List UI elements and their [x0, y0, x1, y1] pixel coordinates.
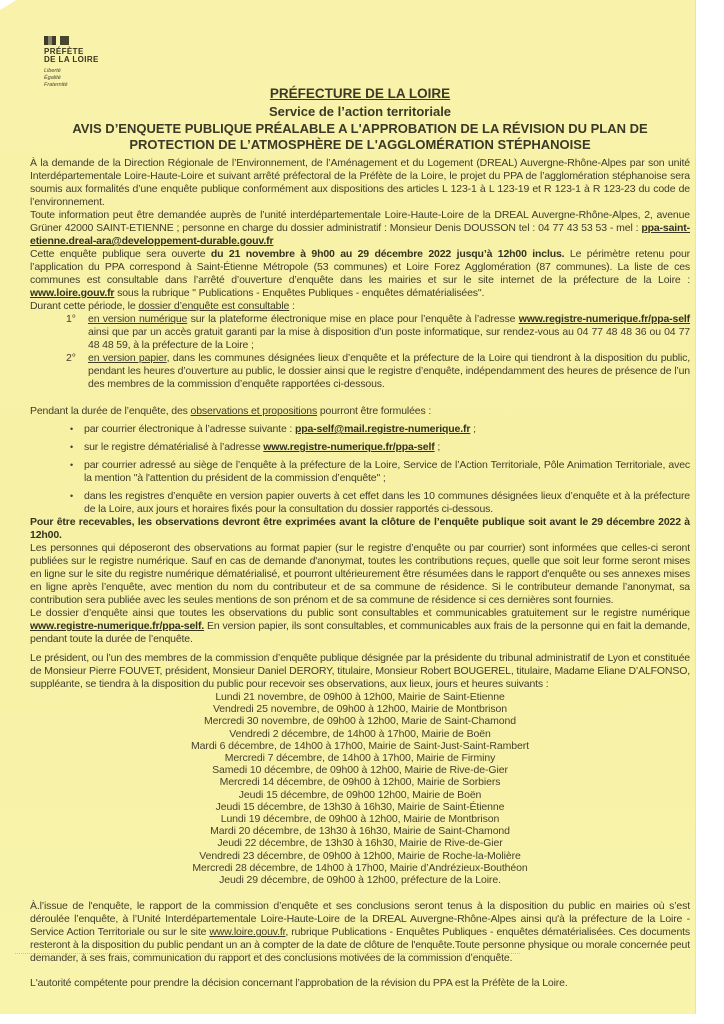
- bullet-item-2-text: sur le registre dématérialisé à l’adresse www.registre-numerique.fr/ppa-self ;: [84, 441, 441, 453]
- schedule-line: Jeudi 22 décembre, de 13h30 à 16h30, Mairie de Rive-de-Gier: [217, 837, 503, 850]
- paragraph-dossier: Le dossier d’enquête ainsi que toutes les observations du public sont consultables et communicables gratuitement sur le registre numérique www.registre-numerique.fr/ppa-self. En version papier, ils sont consultables, et communicables aux frais de la personne qui en fait la demande, pendant toute la durée de l’enquête.: [30, 607, 690, 645]
- motto-fraternite: Fraternité: [44, 82, 68, 88]
- numbered-item-1-text: en version numérique sur la plateforme électronique mise en place pour l’enquête à l’adresse www.registre-numerique.fr/ppa-self ainsi que par un accès gratuit garanti par la mise à disposition d’un poste informatique, sur rendez-vous au 04 77 48 48 36 ou 04 77 48 48 59, à la préfecture de la Loire ;: [88, 313, 690, 351]
- bullet-item-1: [30, 423, 690, 436]
- bullet-item-4-text: dans les registres d’enquête en version papier ouverts à cet effet dans les 10 communes désignées lieux d’enquête et à la préfecture de la Loire, aux jours et horaires fixés pour la consultation du dossier rapportés ci-dessous.: [84, 490, 690, 515]
- schedule-line: Jeudi 15 décembre, de 13h30 à 16h30, Mairie de Saint-Étienne: [215, 800, 505, 813]
- document-header: [30, 86, 690, 153]
- bullet-item-1-text: par courrier électronique à l’adresse suivante : ppa-self@mail.registre-numerique.fr ;: [84, 423, 476, 435]
- schedule-list: [30, 691, 690, 886]
- bullet-item-3-text: par courrier adressé au siège de l’enquête à la préfecture de la Loire, Service de l’Action Territoriale, Pôle Animation Territoriale, avec la mention "à l'attention du président de la commission d’enquête" ;: [84, 459, 690, 484]
- logo-motto: [44, 68, 99, 89]
- logo-title-line1: PRÉFÈTE: [44, 47, 84, 56]
- scan-corner-artifact: [0, 0, 16, 10]
- bullet-icon: •: [70, 424, 74, 434]
- french-flag-icon: [44, 36, 99, 45]
- numbered-item-2-text: en version papier, dans les communes désignées lieux d’enquête et la préfecture de la Loire qui tiendront à la disposition du public, pendant les heures d’ouverture au public, le dossier ainsi que le registre d’enquête, indépendamment des heures de présence de l’un des membres de la commission d’enquête rapportées ci-dessous.: [88, 352, 691, 390]
- spacer: [30, 391, 690, 405]
- bullet-item-3: [30, 459, 690, 485]
- schedule-line: Vendredi 25 novembre, de 09h00 à 12h00, Mairie de Montbrison: [212, 703, 508, 716]
- paragraph-pendant: Pendant la durée de l’enquête, des observations et propositions pourront être formulées :: [30, 405, 432, 417]
- schedule-line: Mardi 20 décembre, de 13h30 à 16h30, Mairie de Saint-Chamond: [210, 825, 510, 838]
- paragraph-personnes: Les personnes qui déposeront des observations au format papier (sur le registre d’enquête ou par courrier) sont informées que celles-ci seront publiées sur le registre numérique. Sauf en cas de demande d'anonymat, toutes les contributions reçues, quelle que soit leur forme seront mises en ligne sur le site du registre numérique dématérialisé, et pourront ultérieurement être résumées dans le rapport d'enquête ou ses annexes mises en ligne après l’enquête, avec mention du nom du contributeur et de sa commune de résidence. Si le contributeur demande l’anonymat, sa contribution sera publiée avec les seules mentions de son prénom et de sa commune de résidence si ces dernières sont fournies.: [30, 542, 690, 606]
- schedule-line: Mercredi 7 décembre, de 14h00 à 17h00, Mairie de Firminy: [224, 752, 496, 765]
- paragraph-recevables: Pour être recevables, les observations devront être exprimées avant la clôture de l’enquête publique soit avant le 29 décembre 2022 à 12h00.: [30, 516, 690, 541]
- flag-block-icon: [44, 36, 56, 45]
- schedule-line: Jeudi 15 décembre, de 09h00 12h00, Mairie de Boën: [238, 788, 482, 801]
- schedule-line: Mercredi 28 décembre, de 14h00 à 17h00, Mairie d’Andrézieux-Bouthéon: [192, 861, 528, 874]
- bullet-icon: •: [70, 442, 74, 452]
- motto-egalite: Égalité: [44, 75, 61, 81]
- notice-title: AVIS D’ENQUETE PUBLIQUE PRÉALABLE A L'APPROBATION DE LA RÉVISION DU PLAN DE PROTECTION DE L’ATMOSPHÈRE DE L'AGGLOMÉRATION STÉPHANOISE: [72, 121, 648, 152]
- prefecture-logo: [44, 36, 99, 89]
- schedule-line: Lundi 19 décembre, de 09h00 à 12h00, Mairie de Montbrison: [220, 813, 500, 826]
- numbered-item-2-marker: 2°: [66, 352, 76, 364]
- numbered-item-1-marker: 1°: [66, 313, 76, 325]
- schedule-line: Mercredi 30 novembre, de 09h00 à 12h00, Marie de Saint-Chamond: [204, 715, 516, 728]
- logo-title-line2: DE LA LOIRE: [44, 55, 99, 64]
- scan-artifact-line: [15, 953, 520, 954]
- bullet-icon: •: [70, 491, 74, 501]
- schedule-line: Lundi 21 novembre, de 09h00 à 12h00, Mairie de Saint-Etienne: [215, 691, 505, 703]
- service-subtitle: Service de l’action territoriale: [268, 104, 452, 119]
- numbered-item-2: [30, 352, 690, 391]
- paragraph-president: Le président, ou l’un des membres de la commission d’enquête publique désignée par la présidente du tribunal administratif de Lyon et constituée de Monsieur Pierre FOUVET, président, Monsieur Daniel DERORY, titulaire, Monsieur Robert BOUGEREL, titulaire, Madame Eliane D’ALFONSO, suppléante, se tiendra à la disposition du public pour recevoir ses observations, aux lieux, jours et heures suivants :: [30, 652, 690, 690]
- paragraph-contact: Toute information peut être demandée auprès de l’unité interdépartementale Loire-Haute-Loire de la DREAL Auvergne-Rhône-Alpes, 2, avenue Grüner 42000 SAINT-ETIENNE ; personne en charge du dossier administratif : Monsieur Denis DOUSSON tel : 04 77 43 53 53 - mel : ppa-saint-etienne.dreal-ara@developpement-durable.gouv.fr: [30, 209, 690, 247]
- bullet-item-4: [30, 490, 690, 516]
- schedule-line: Vendredi 23 décembre, de 09h00 à 12h00, Mairie de Roche-la-Molière: [199, 849, 521, 862]
- spacer: [30, 886, 690, 900]
- schedule-line: Jeudi 29 décembre, de 09h00 à 12h00, préfecture de la Loire.: [219, 874, 501, 887]
- paragraph-ouverture: Cette enquête publique sera ouverte du 21 novembre à 9h00 au 29 décembre 2022 jusqu’à 12h00 inclus. Le périmètre retenu pour l’application du PPA correspond à Saint-Étienne Métropole (53 communes) et Loire Forez Agglomération (87 communes). La liste de ces communes est consultable dans l’arrêté d’ouverture d’enquête dans les mairies et sur le site internet de la préfecture de la Loire : www.loire.gouv.fr sous la rubrique " Publications - Enquêtes Publiques - enquêtes dématérialisées".: [30, 248, 691, 299]
- schedule-line: Vendredi 2 décembre, de 14h00 à 17h00, Mairie de Boën: [229, 727, 491, 740]
- paragraph-intro: À la demande de la Direction Régionale de l’Environnement, de l’Aménagement et du Logement (DREAL) Auvergne-Rhône-Alpes par son unité Interdépartementale Loire-Haute-Loire et suivant arrêté préfectoral de la Préfète de la Loire, le projet du PPA de l’agglomération stéphanoise sera soumis aux formalités d’une enquête publique conformément aux dispositions des articles L 123-1 à L 123-19 et R 123-1 à R 123-23 du code de l’environnement.: [30, 157, 690, 208]
- spacer: [30, 965, 690, 977]
- prefecture-title: PRÉFECTURE DE LA LOIRE: [269, 86, 451, 101]
- bullet-icon: •: [70, 460, 74, 470]
- schedule-line: Samedi 10 décembre, de 09h00 à 12h00, Mairie de Rive-de-Gier: [212, 764, 508, 777]
- numbered-item-1: [30, 313, 690, 352]
- bullet-item-2: [30, 441, 690, 454]
- schedule-line: Mardi 6 décembre, de 14h00 à 17h00, Mairie de Saint-Just-Saint-Rambert: [191, 739, 529, 752]
- paragraph-durant: Durant cette période, le dossier d’enquête est consultable :: [30, 300, 295, 312]
- motto-liberte: Liberté: [44, 68, 61, 74]
- schedule-line: Mercredi 14 décembre, de 09h00 à 12h00, Mairie de Sorbiers: [219, 776, 501, 789]
- paragraph-autorite: L'autorité compétente pour prendre la décision concernant l’approbation de la révision du PPA est la Préfète de la Loire.: [30, 977, 568, 990]
- paragraph-issue: À.l’issue de l'enquête, le rapport de la commission d’enquête et ses conclusions seront tenus à la disposition du public en mairies où s’est déroulée l’enquête, à l’Unité Interdépartementale Loire-Haute-Loire de la DREAL Auvergne-Rhône-Alpes ainsi qu'à la préfecture de la Loire - Service Action Territoriale ou sur le site www.loire.gouv.fr, rubrique Publications - Enquêtes Publiques - enquêtes dématérialisées. Ces documents resteront à la disposition du public pendant un an à compter de la date de clôture de l'enquête.Toute personne physique ou morale concernée peut demander, à ses frais, communication du rapport et des conclusions motivées de la commission d’enquête.: [30, 900, 690, 965]
- flag-block-icon: [60, 36, 69, 45]
